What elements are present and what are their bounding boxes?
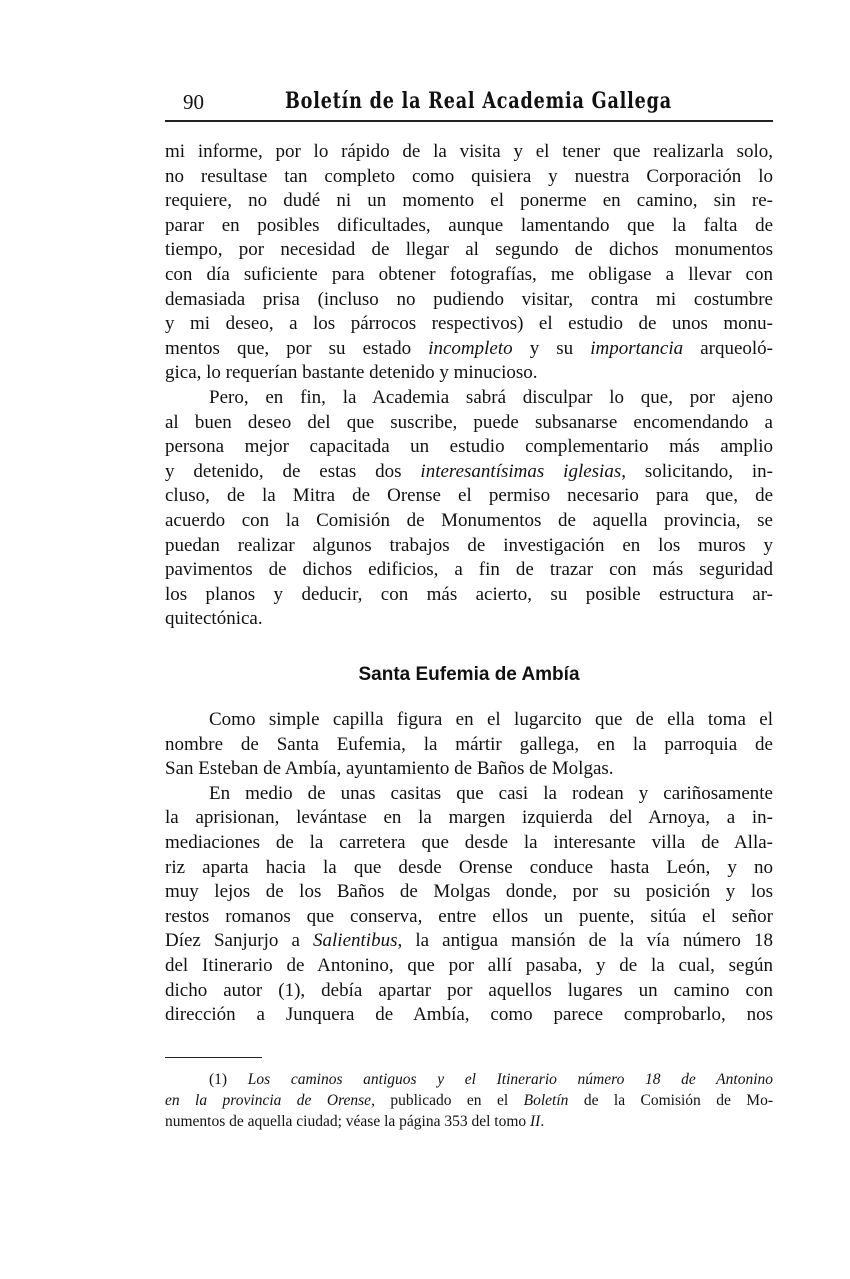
section-intro-text <box>165 140 773 632</box>
italic-text: Salientibus <box>313 930 398 952</box>
text-line: mi informe, por lo rápido de la visita y el tener que realizarla solo, <box>165 141 773 162</box>
italic-text: Los caminos antiguos y el Itinerario número 18 de Antonino <box>247 1071 773 1088</box>
paragraph <box>165 708 773 782</box>
text-line: parar en posibles dificultades, aunque lamentando que la falta de <box>165 214 773 236</box>
text-line: con día suficiente para obtener fotografías, me obligase a llevar con <box>165 263 773 285</box>
italic-text: interesantísimas iglesias <box>420 460 622 482</box>
text-line: Como simple capilla figura en el lugarcito que de ella toma el <box>209 709 773 730</box>
text-line <box>165 1090 773 1111</box>
text-segment: , la antigua mansión de la vía número 18 <box>397 930 773 952</box>
text-line: dicho autor (1), debía apartar por aquellos lugares un camino con <box>165 979 773 1001</box>
footnote <box>165 1069 773 1132</box>
text-segment: , publicado en el <box>371 1092 524 1109</box>
italic-text: Boletín <box>523 1092 569 1109</box>
text-segment: y detenido, de estas dos <box>165 460 421 482</box>
italic-text: importancia <box>590 337 684 359</box>
text-line: pavimentos de dichos edificios, a fin de trazar con más seguridad <box>165 559 773 581</box>
text-line: y mi deseo, a los párrocos respectivos) el estudio de unos monu- <box>165 313 773 335</box>
text-segment: Díez Sanjurjo a <box>165 930 314 952</box>
text-segment: mentos que, por su estado <box>165 337 429 359</box>
text-line: gica, lo requerían bastante detenido y minucioso. <box>165 362 538 384</box>
text-segment: de la Comisión de Mo- <box>568 1092 773 1109</box>
text-line: dirección a Junquera de Ambía, como parece comprobarlo, nos <box>165 1004 773 1026</box>
text-line: persona mejor capacitada un estudio complementario más amplio <box>165 436 773 458</box>
text-line: mediaciones de la carretera que desde la interesante villa de Alla- <box>165 831 773 853</box>
text-line <box>165 460 773 485</box>
text-segment: (1) <box>209 1071 248 1088</box>
text-line <box>165 1111 773 1132</box>
text-line: San Esteban de Ambía, ayuntamiento de Baños de Molgas. <box>165 758 614 780</box>
text-line: los planos y deducir, con más acierto, su posible estructura ar- <box>165 583 773 605</box>
running-title: Boletín de la Real Academia Gallega <box>285 88 672 114</box>
paragraph <box>165 386 773 632</box>
text-line: del Itinerario de Antonino, que por allí pasaba, y de la cual, según <box>165 954 773 976</box>
text-line: nombre de Santa Eufemia, la mártir gallega, en la parroquia de <box>165 733 773 755</box>
text-segment: y su <box>512 337 591 359</box>
text-line: quitectónica. <box>165 608 263 630</box>
text-segment: numentos de aquella ciudad; véase la página 353 del tomo <box>165 1113 530 1130</box>
text-line: Pero, en fin, la Academia sabrá disculpar lo que, por ajeno <box>209 386 773 408</box>
text-line <box>165 929 773 954</box>
text-line: demasiada prisa (incluso no pudiendo visitar, contra mi costumbre <box>165 288 773 310</box>
text-line: tiempo, por necesidad de llegar al segundo de dichos monumentos <box>165 239 773 261</box>
text-line: restos romanos que conserva, entre ellos un puente, sitúa el señor <box>165 905 773 927</box>
italic-text: en la provincia de Orense <box>165 1092 372 1109</box>
text-line <box>165 1069 773 1090</box>
text-segment: . <box>540 1113 545 1130</box>
text-line: la aprisionan, levántase en la margen izquierda del Arnoya, a in- <box>165 807 773 829</box>
text-segment: arqueoló- <box>683 337 773 359</box>
running-header <box>165 88 773 122</box>
text-line: al buen deseo del que suscribe, puede subsanarse encomendando a <box>165 411 773 433</box>
paragraph <box>165 140 773 386</box>
italic-text: incompleto <box>428 337 513 359</box>
text-line: acuerdo con la Comisión de Monumentos de aquella provincia, se <box>165 509 773 531</box>
text-line: riz aparta hacia la que desde Orense conduce hasta León, y no <box>165 856 773 878</box>
text-line: cluso, de la Mitra de Orense el permiso necesario para que, de <box>165 485 773 507</box>
text-line: puedan realizar algunos trabajos de investigación en los muros y <box>165 534 773 556</box>
text-line: requiere, no dudé ni un momento el ponerme en camino, sin re- <box>165 190 773 212</box>
italic-text: II <box>530 1113 541 1130</box>
text-line: no resultase tan completo como quisiera y nuestra Corporación lo <box>165 165 773 187</box>
page-number: 90 <box>183 90 204 114</box>
section-santa-eufemia-text <box>165 708 773 1028</box>
text-line <box>165 337 773 362</box>
section-heading: Santa Eufemia de Ambía <box>358 664 580 685</box>
paragraph <box>165 782 773 1028</box>
text-line: En medio de unas casitas que casi la rodean y cariñosamente <box>209 782 773 804</box>
text-line: muy lejos de los Baños de Molgas donde, por su posición y los <box>165 881 773 903</box>
text-segment: , solicitando, in- <box>621 460 774 482</box>
footnote-rule <box>165 1057 262 1058</box>
